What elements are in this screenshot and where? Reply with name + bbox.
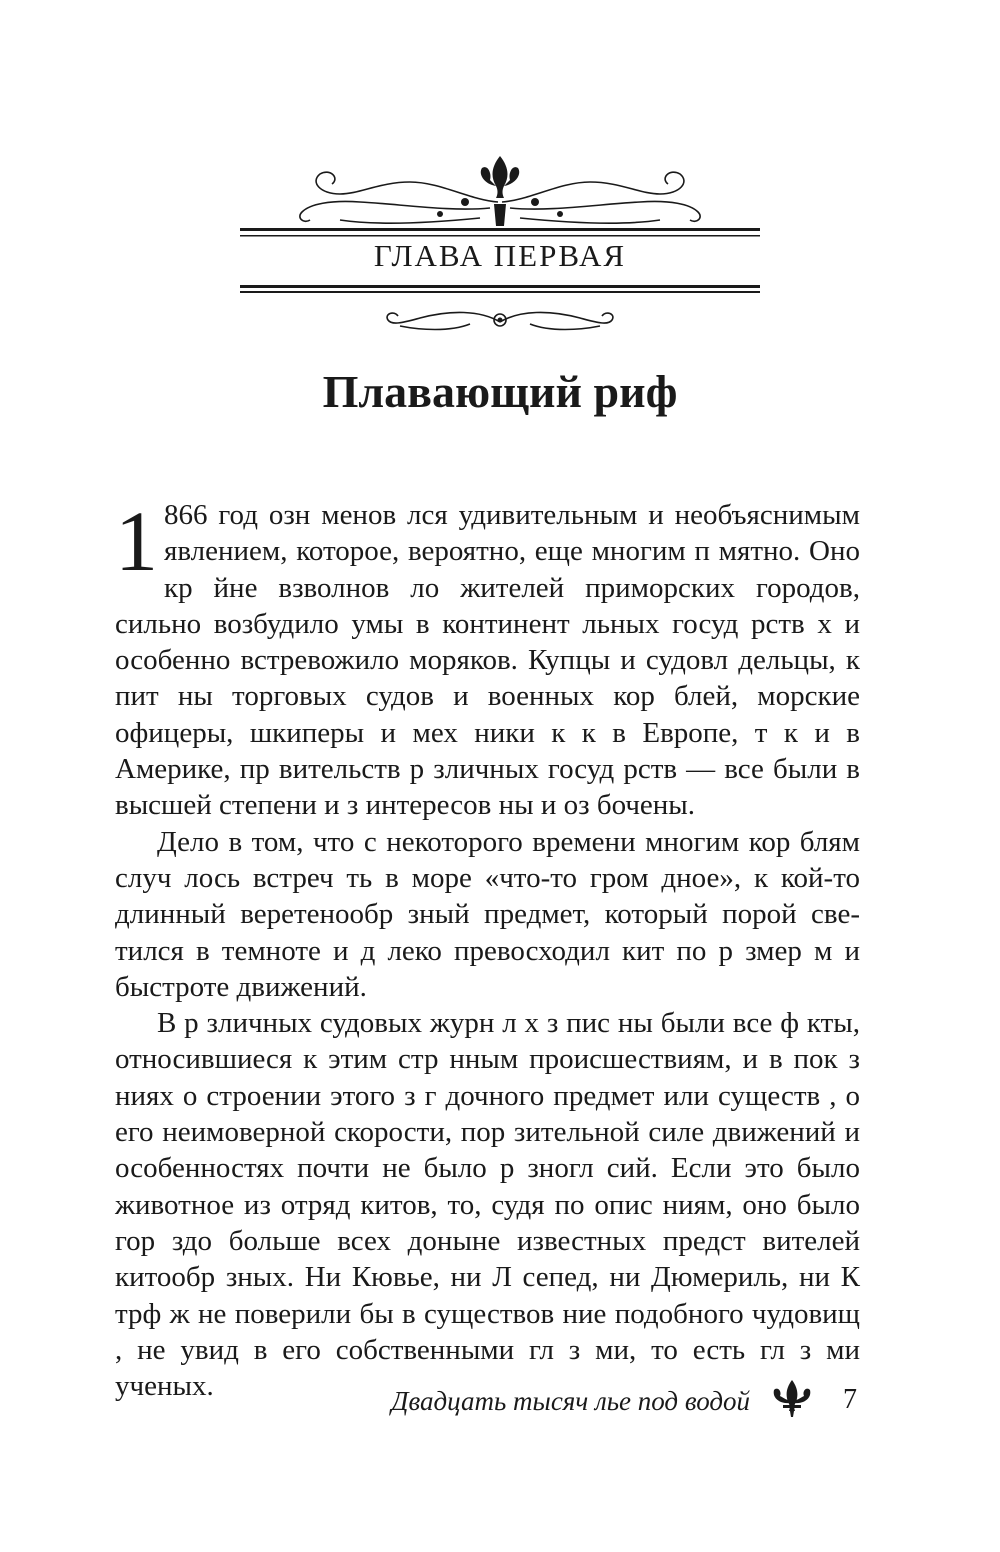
- paragraph-3: В р зличных судовых журн л х з пис ны были все ф кты, относившиеся к этим стр нным происшествиям, и в пок з ниях о строении этого з г дочного предмет или существ , о его неимоверной скорости, пор зительной силе движений и особенностях почти не было р зногл сий. Если это было животное из отряд китов, то, судя по опис ниям, оно было гор здо больше всех доныне известных предст вителей китообр зных. Ни Кювье, ни Л сепед, ни Дюмериль, ни К трф ж не поверили бы в существов ние подобного чудовищ , не увид в его собственными гл з ми, то есть гл з ми ученых.: [115, 1007, 860, 1403]
- chapter-ornament-top: [240, 142, 760, 242]
- running-footer-title: Двадцать тысяч лье под водой: [391, 1386, 750, 1416]
- chapter-title: Плавающий риф: [322, 366, 678, 417]
- chapter-label: ГЛАВА ПЕРВАЯ: [373, 238, 627, 273]
- fleur-de-lis-icon: [768, 1378, 816, 1418]
- chapter-ornament-bottom: [380, 300, 620, 340]
- paragraph-1-text: 866 год озн менов лся удивительным и необъяснимым явлением, которое, вероятно, еще многим п мятно. Оно кр йне взволнов ло жителей приморских городов, сильно возбудило умы в континент льных госуд рств х и особенно встревожило моряков. Купцы и судовл дельцы, к пит ны торговых судов и военных кор блей, морские офицеры, шкиперы и мех ники к к в Европе, т к и в Америке, пр вительств р зличных госуд рств — все были в высшей степени и з интересов ны и оз бочены.: [115, 499, 860, 822]
- paragraph-2: Дело в том, что с некоторого времени многим кор блям случ лось встреч ть в море «что-то гром дное», к кой-то длинный веретенообр зный предмет, который порой светился в темноте и д леко превосходил кит по р змер м и быстроте движений.: [115, 825, 860, 1003]
- chapter-rule-bottom: [240, 285, 760, 288]
- body-text: [115, 493, 860, 1404]
- page-number: 7: [843, 1384, 857, 1415]
- drop-cap: 1: [115, 493, 158, 589]
- paragraph-1: [115, 493, 860, 824]
- chapter-rule-bottom-thin: [240, 291, 760, 293]
